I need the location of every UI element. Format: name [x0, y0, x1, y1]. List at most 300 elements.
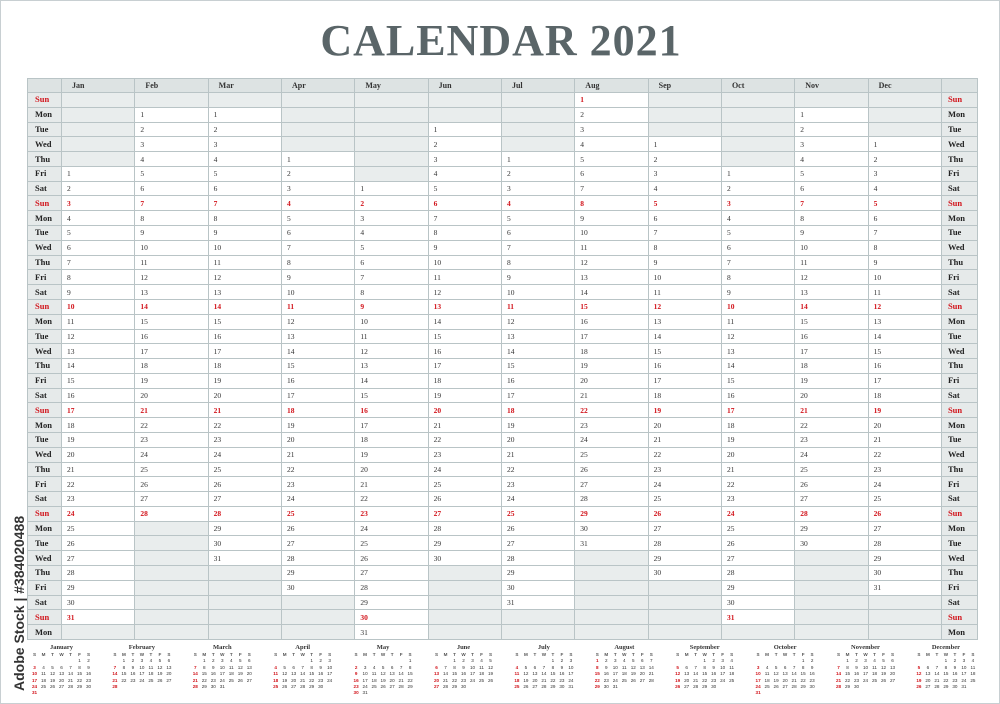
empty-cell: [428, 107, 501, 122]
day-cell: 11: [648, 285, 721, 300]
mini-day: 25: [273, 684, 279, 690]
weekday-label: Mon: [28, 211, 62, 226]
day-cell: 12: [868, 299, 941, 314]
mini-month-name: February: [128, 644, 156, 651]
mini-day: 16: [853, 671, 860, 677]
mini-day: 8: [310, 664, 313, 670]
day-cell: 13: [208, 285, 281, 300]
day-cell: 12: [355, 344, 428, 359]
day-cell: 13: [355, 359, 428, 374]
mini-day: [155, 684, 164, 690]
day-cell: 14: [575, 285, 648, 300]
day-cell: 21: [868, 432, 941, 447]
month-header-aug: Aug: [575, 79, 648, 93]
day-cell: 2: [355, 196, 428, 211]
mini-day: 29: [201, 684, 207, 690]
day-cell: 3: [648, 166, 721, 181]
grid-row: [28, 506, 978, 521]
mini-day: 6: [533, 664, 537, 670]
mini-day: 23: [559, 677, 565, 683]
mini-day: 1: [551, 658, 555, 664]
day-cell: 10: [501, 285, 574, 300]
mini-week-row: [432, 684, 495, 690]
day-cell: 23: [208, 432, 281, 447]
day-cell: 8: [62, 270, 135, 285]
day-cell: 11: [355, 329, 428, 344]
empty-cell: [795, 610, 868, 625]
day-cell: 23: [868, 462, 941, 477]
mini-day: [57, 690, 66, 696]
mini-day: 26: [380, 684, 386, 690]
empty-cell: [135, 536, 208, 551]
mini-day: 3: [471, 658, 474, 664]
mini-day: 16: [809, 671, 815, 677]
day-cell: 7: [428, 211, 501, 226]
mini-month-name: December: [931, 644, 960, 651]
day-cell: 16: [208, 329, 281, 344]
day-cell: 26: [62, 536, 135, 551]
grid-row: [28, 211, 978, 226]
day-cell: 9: [575, 211, 648, 226]
mini-day: 27: [433, 684, 440, 690]
mini-day: [790, 690, 799, 696]
mini-day: 12: [523, 671, 529, 677]
weekday-label-right: Tue: [941, 536, 977, 551]
day-cell: 14: [795, 299, 868, 314]
mini-day: 15: [702, 671, 708, 677]
day-cell: 25: [721, 521, 794, 536]
mini-day: [968, 684, 977, 690]
mini-day: 29: [702, 684, 708, 690]
mini-day: 3: [614, 658, 617, 664]
mini-weekday-letter: T: [855, 652, 858, 657]
mini-day: 17: [362, 677, 368, 683]
day-cell: 3: [135, 137, 208, 152]
mini-month-august: [593, 643, 656, 703]
mini-day: 9: [87, 664, 90, 670]
mini-day: 5: [158, 658, 162, 664]
mini-day: 30: [210, 684, 216, 690]
mini-day: 9: [855, 664, 858, 670]
day-cell: 6: [501, 226, 574, 241]
mini-day: 11: [764, 671, 770, 677]
mini-day: 25: [148, 677, 154, 683]
mini-weekday-letter: T: [631, 652, 635, 657]
mini-weekday-letter: T: [69, 652, 72, 657]
day-cell: 4: [501, 196, 574, 211]
mini-day: 21: [67, 677, 74, 683]
empty-cell: [355, 152, 428, 167]
mini-weekday-letter: T: [372, 652, 376, 657]
month-header-feb: Feb: [135, 79, 208, 93]
weekday-label-right: Wed: [941, 551, 977, 566]
mini-month-october: [754, 643, 817, 703]
mini-day: 1: [408, 658, 412, 664]
day-cell: 25: [575, 447, 648, 462]
weekday-label-right: Tue: [941, 122, 977, 137]
mini-calendars: [27, 643, 975, 703]
weekday-label: Mon: [28, 418, 62, 433]
mini-weekday-letter: F: [238, 652, 242, 657]
day-cell: 28: [721, 566, 794, 581]
day-cell: 28: [62, 566, 135, 581]
mini-day: 26: [487, 677, 494, 683]
weekday-label-right: Fri: [941, 373, 977, 388]
weekday-label-right: Sat: [941, 595, 977, 610]
mini-day: 30: [853, 684, 860, 690]
mini-day: 12: [49, 671, 56, 677]
day-cell: 29: [62, 580, 135, 595]
mini-day: 31: [219, 684, 225, 690]
empty-cell: [62, 122, 135, 137]
mini-weekday-letter: S: [676, 652, 680, 657]
day-cell: 4: [135, 152, 208, 167]
grid-row: [28, 137, 978, 152]
mini-day: 14: [300, 671, 306, 677]
mini-day: 28: [300, 684, 306, 690]
mini-day: [772, 690, 781, 696]
empty-cell: [648, 122, 721, 137]
day-cell: 22: [795, 418, 868, 433]
mini-day: 5: [917, 664, 921, 670]
mini-day: 3: [569, 658, 573, 664]
mini-month-january: [30, 643, 93, 703]
day-cell: 13: [721, 344, 794, 359]
mini-day: 25: [764, 684, 770, 690]
mini-day: 19: [380, 677, 386, 683]
mini-day: 5: [882, 658, 885, 664]
day-cell: 2: [208, 122, 281, 137]
mini-weekday-letter: S: [649, 652, 653, 657]
mini-day: 12: [487, 664, 494, 670]
mini-day: 7: [935, 664, 939, 670]
mini-weekday-letter: T: [935, 652, 939, 657]
mini-day: 31: [612, 684, 618, 690]
day-cell: 14: [501, 344, 574, 359]
mini-day: 27: [532, 684, 538, 690]
day-cell: 22: [575, 403, 648, 418]
empty-cell: [575, 595, 648, 610]
mini-month-november: [834, 643, 897, 703]
mini-weekday-letter: T: [551, 652, 555, 657]
day-cell: 30: [575, 521, 648, 536]
weekday-label: Tue: [28, 329, 62, 344]
mini-day: 6: [783, 664, 787, 670]
mini-weekday-letter: F: [721, 652, 725, 657]
day-cell: 13: [575, 270, 648, 285]
mini-day: 14: [648, 664, 654, 670]
mini-weekday-letter: W: [702, 652, 707, 657]
mini-day: 14: [398, 671, 404, 677]
mini-day: 6: [390, 664, 394, 670]
day-cell: 6: [721, 240, 794, 255]
day-cell: 20: [795, 388, 868, 403]
weekday-label-right: Thu: [941, 255, 977, 270]
empty-cell: [795, 566, 868, 581]
mini-weekday-letter: S: [434, 652, 439, 657]
weekday-label-right: Wed: [941, 447, 977, 462]
mini-day: 12: [916, 671, 922, 677]
mini-month-march: [191, 643, 254, 703]
mini-day: 6: [641, 658, 644, 664]
mini-day: 15: [121, 671, 127, 677]
weekday-label: Sun: [28, 506, 62, 521]
mini-week-row: [271, 684, 334, 690]
mini-day: 13: [639, 664, 645, 670]
mini-day: 19: [675, 677, 681, 683]
grid-row: [28, 314, 978, 329]
day-cell: 25: [208, 462, 281, 477]
empty-cell: [648, 580, 721, 595]
mini-day: 21: [934, 677, 940, 683]
day-cell: 25: [795, 462, 868, 477]
weekday-label-right: Mon: [941, 211, 977, 226]
day-cell: 28: [355, 580, 428, 595]
mini-day: 7: [399, 664, 403, 670]
day-cell: 23: [281, 477, 354, 492]
day-cell: 22: [281, 462, 354, 477]
mini-day: 25: [371, 684, 377, 690]
day-cell: 9: [721, 285, 794, 300]
mini-day: 15: [76, 671, 83, 677]
day-cell: 1: [648, 137, 721, 152]
mini-day: 23: [85, 677, 92, 683]
mini-day: [718, 684, 727, 690]
mini-day: 19: [49, 677, 56, 683]
mini-day: 13: [166, 664, 172, 670]
day-cell: 31: [721, 610, 794, 625]
day-cell: 20: [868, 418, 941, 433]
mini-day: 17: [327, 671, 333, 677]
mini-day: 30: [559, 684, 565, 690]
day-cell: 31: [868, 580, 941, 595]
day-cell: 6: [795, 181, 868, 196]
mini-weekday-letter: M: [282, 652, 287, 657]
mini-month-name: August: [614, 644, 635, 651]
mini-day: 24: [612, 677, 618, 683]
day-cell: 31: [62, 610, 135, 625]
mini-day: 5: [283, 664, 286, 670]
mini-day: [379, 690, 388, 696]
mini-day: 9: [131, 664, 135, 670]
day-cell: 8: [868, 240, 941, 255]
weekday-label: Mon: [28, 314, 62, 329]
day-cell: 23: [795, 432, 868, 447]
mini-weekday-letter: M: [443, 652, 448, 657]
day-cell: 12: [795, 270, 868, 285]
empty-cell: [281, 595, 354, 610]
mini-weekday-letter: T: [613, 652, 617, 657]
mini-day: 6: [167, 658, 171, 664]
day-cell: 20: [721, 447, 794, 462]
day-cell: 30: [281, 580, 354, 595]
day-cell: 8: [721, 270, 794, 285]
day-cell: 13: [135, 285, 208, 300]
day-cell: 24: [355, 521, 428, 536]
day-cell: 17: [62, 403, 135, 418]
mini-weekday-letter: M: [202, 652, 207, 657]
mini-day: 8: [551, 664, 555, 670]
mini-weekday-letter: M: [121, 652, 126, 657]
mini-day: 31: [362, 690, 368, 696]
day-cell: 30: [721, 595, 794, 610]
mini-day: [629, 684, 638, 690]
day-cell: 20: [62, 447, 135, 462]
mini-day: 28: [541, 684, 547, 690]
mini-day: 22: [844, 677, 851, 683]
day-cell: 9: [62, 285, 135, 300]
mini-weekday-letter: S: [810, 652, 814, 657]
mini-day: 31: [961, 684, 967, 690]
grid-row: [28, 285, 978, 300]
mini-day: 26: [157, 677, 163, 683]
day-cell: 7: [62, 255, 135, 270]
mini-day: 1: [801, 658, 805, 664]
mini-weekday-letter: S: [730, 652, 734, 657]
mini-day: 28: [67, 684, 74, 690]
day-cell: 2: [428, 137, 501, 152]
weekday-label: Sat: [28, 388, 62, 403]
mini-day: 18: [273, 677, 279, 683]
day-cell: 1: [135, 107, 208, 122]
mini-day: 19: [157, 671, 163, 677]
empty-cell: [208, 580, 281, 595]
mini-day: 23: [711, 677, 717, 683]
day-cell: 13: [868, 314, 941, 329]
day-cell: 27: [355, 566, 428, 581]
mini-day: 27: [639, 677, 645, 683]
day-cell: 11: [795, 255, 868, 270]
day-cell: 5: [648, 196, 721, 211]
weekday-label: Thu: [28, 462, 62, 477]
day-cell: 20: [208, 388, 281, 403]
mini-weekday-letter: M: [765, 652, 769, 657]
day-cell: 1: [208, 107, 281, 122]
mini-day: 9: [712, 664, 715, 670]
day-cell: 17: [868, 373, 941, 388]
day-cell: 21: [428, 418, 501, 433]
mini-day: 7: [113, 664, 117, 670]
mini-month-table: [30, 652, 93, 697]
day-cell: 8: [355, 285, 428, 300]
mini-day: 2: [605, 658, 608, 664]
mini-day: 15: [844, 671, 851, 677]
day-cell: 26: [795, 477, 868, 492]
day-cell: 15: [428, 329, 501, 344]
mini-day: 3: [221, 658, 224, 664]
grid-row: [28, 329, 978, 344]
grid-row: [28, 580, 978, 595]
weekday-label: Mon: [28, 107, 62, 122]
day-cell: 4: [795, 152, 868, 167]
mini-day: 1: [846, 658, 849, 664]
day-cell: 4: [208, 152, 281, 167]
mini-day: 19: [523, 677, 529, 683]
mini-weekday-letter: S: [32, 652, 37, 657]
mini-day: [75, 690, 84, 696]
empty-cell: [648, 107, 721, 122]
mini-day: [808, 690, 817, 696]
weekday-label: Sun: [28, 93, 62, 108]
mini-day: 12: [773, 671, 779, 677]
mini-day: 6: [926, 664, 930, 670]
month-header-row: [28, 79, 978, 93]
day-cell: 24: [428, 462, 501, 477]
day-cell: 15: [575, 299, 648, 314]
mini-day: 19: [773, 677, 779, 683]
day-cell: 5: [281, 211, 354, 226]
day-cell: 18: [208, 359, 281, 374]
mini-weekday-letter: S: [113, 652, 117, 657]
day-cell: 20: [648, 418, 721, 433]
day-cell: 18: [501, 403, 574, 418]
weekday-label-right: Sun: [941, 196, 977, 211]
mini-month-table: [110, 652, 173, 690]
mini-day: 22: [76, 677, 83, 683]
day-cell: 11: [281, 299, 354, 314]
mini-day: 26: [523, 684, 529, 690]
day-cell: 16: [648, 359, 721, 374]
grid-row: [28, 625, 978, 640]
empty-cell: [135, 551, 208, 566]
empty-cell: [135, 566, 208, 581]
day-cell: 8: [575, 196, 648, 211]
mini-day: 14: [791, 671, 797, 677]
mini-day: 9: [354, 671, 358, 677]
day-cell: 25: [648, 492, 721, 507]
mini-day: 5: [632, 658, 635, 664]
mini-day: 23: [809, 677, 815, 683]
mini-day: 1: [944, 658, 948, 664]
mini-day: 30: [809, 684, 815, 690]
mini-day: 20: [291, 677, 297, 683]
day-cell: 30: [428, 551, 501, 566]
day-cell: 20: [428, 403, 501, 418]
day-cell: 18: [575, 344, 648, 359]
mini-day: 22: [121, 677, 127, 683]
mini-day: 14: [541, 671, 547, 677]
day-cell: 15: [868, 344, 941, 359]
mini-day: 27: [389, 684, 395, 690]
day-cell: 2: [648, 152, 721, 167]
empty-cell: [721, 107, 794, 122]
mini-day: 26: [880, 677, 887, 683]
day-cell: 8: [648, 240, 721, 255]
empty-cell: [428, 625, 501, 640]
day-cell: 4: [868, 181, 941, 196]
day-cell: 15: [795, 314, 868, 329]
mini-month-table: [432, 652, 495, 690]
day-cell: 26: [428, 492, 501, 507]
day-cell: 19: [868, 403, 941, 418]
mini-day: 5: [774, 664, 778, 670]
mini-day: 2: [354, 664, 358, 670]
empty-cell: [501, 107, 574, 122]
day-cell: 5: [501, 211, 574, 226]
mini-month-table: [512, 652, 575, 690]
mini-weekday-letter: W: [220, 652, 225, 657]
day-cell: 27: [428, 506, 501, 521]
weekday-label-right: Thu: [941, 359, 977, 374]
mini-day: 22: [800, 677, 806, 683]
day-cell: 12: [648, 299, 721, 314]
day-cell: 9: [868, 255, 941, 270]
month-header-jan: Jan: [62, 79, 135, 93]
grid-row: [28, 107, 978, 122]
day-cell: 12: [281, 314, 354, 329]
empty-cell: [281, 107, 354, 122]
mini-day: 20: [166, 671, 172, 677]
